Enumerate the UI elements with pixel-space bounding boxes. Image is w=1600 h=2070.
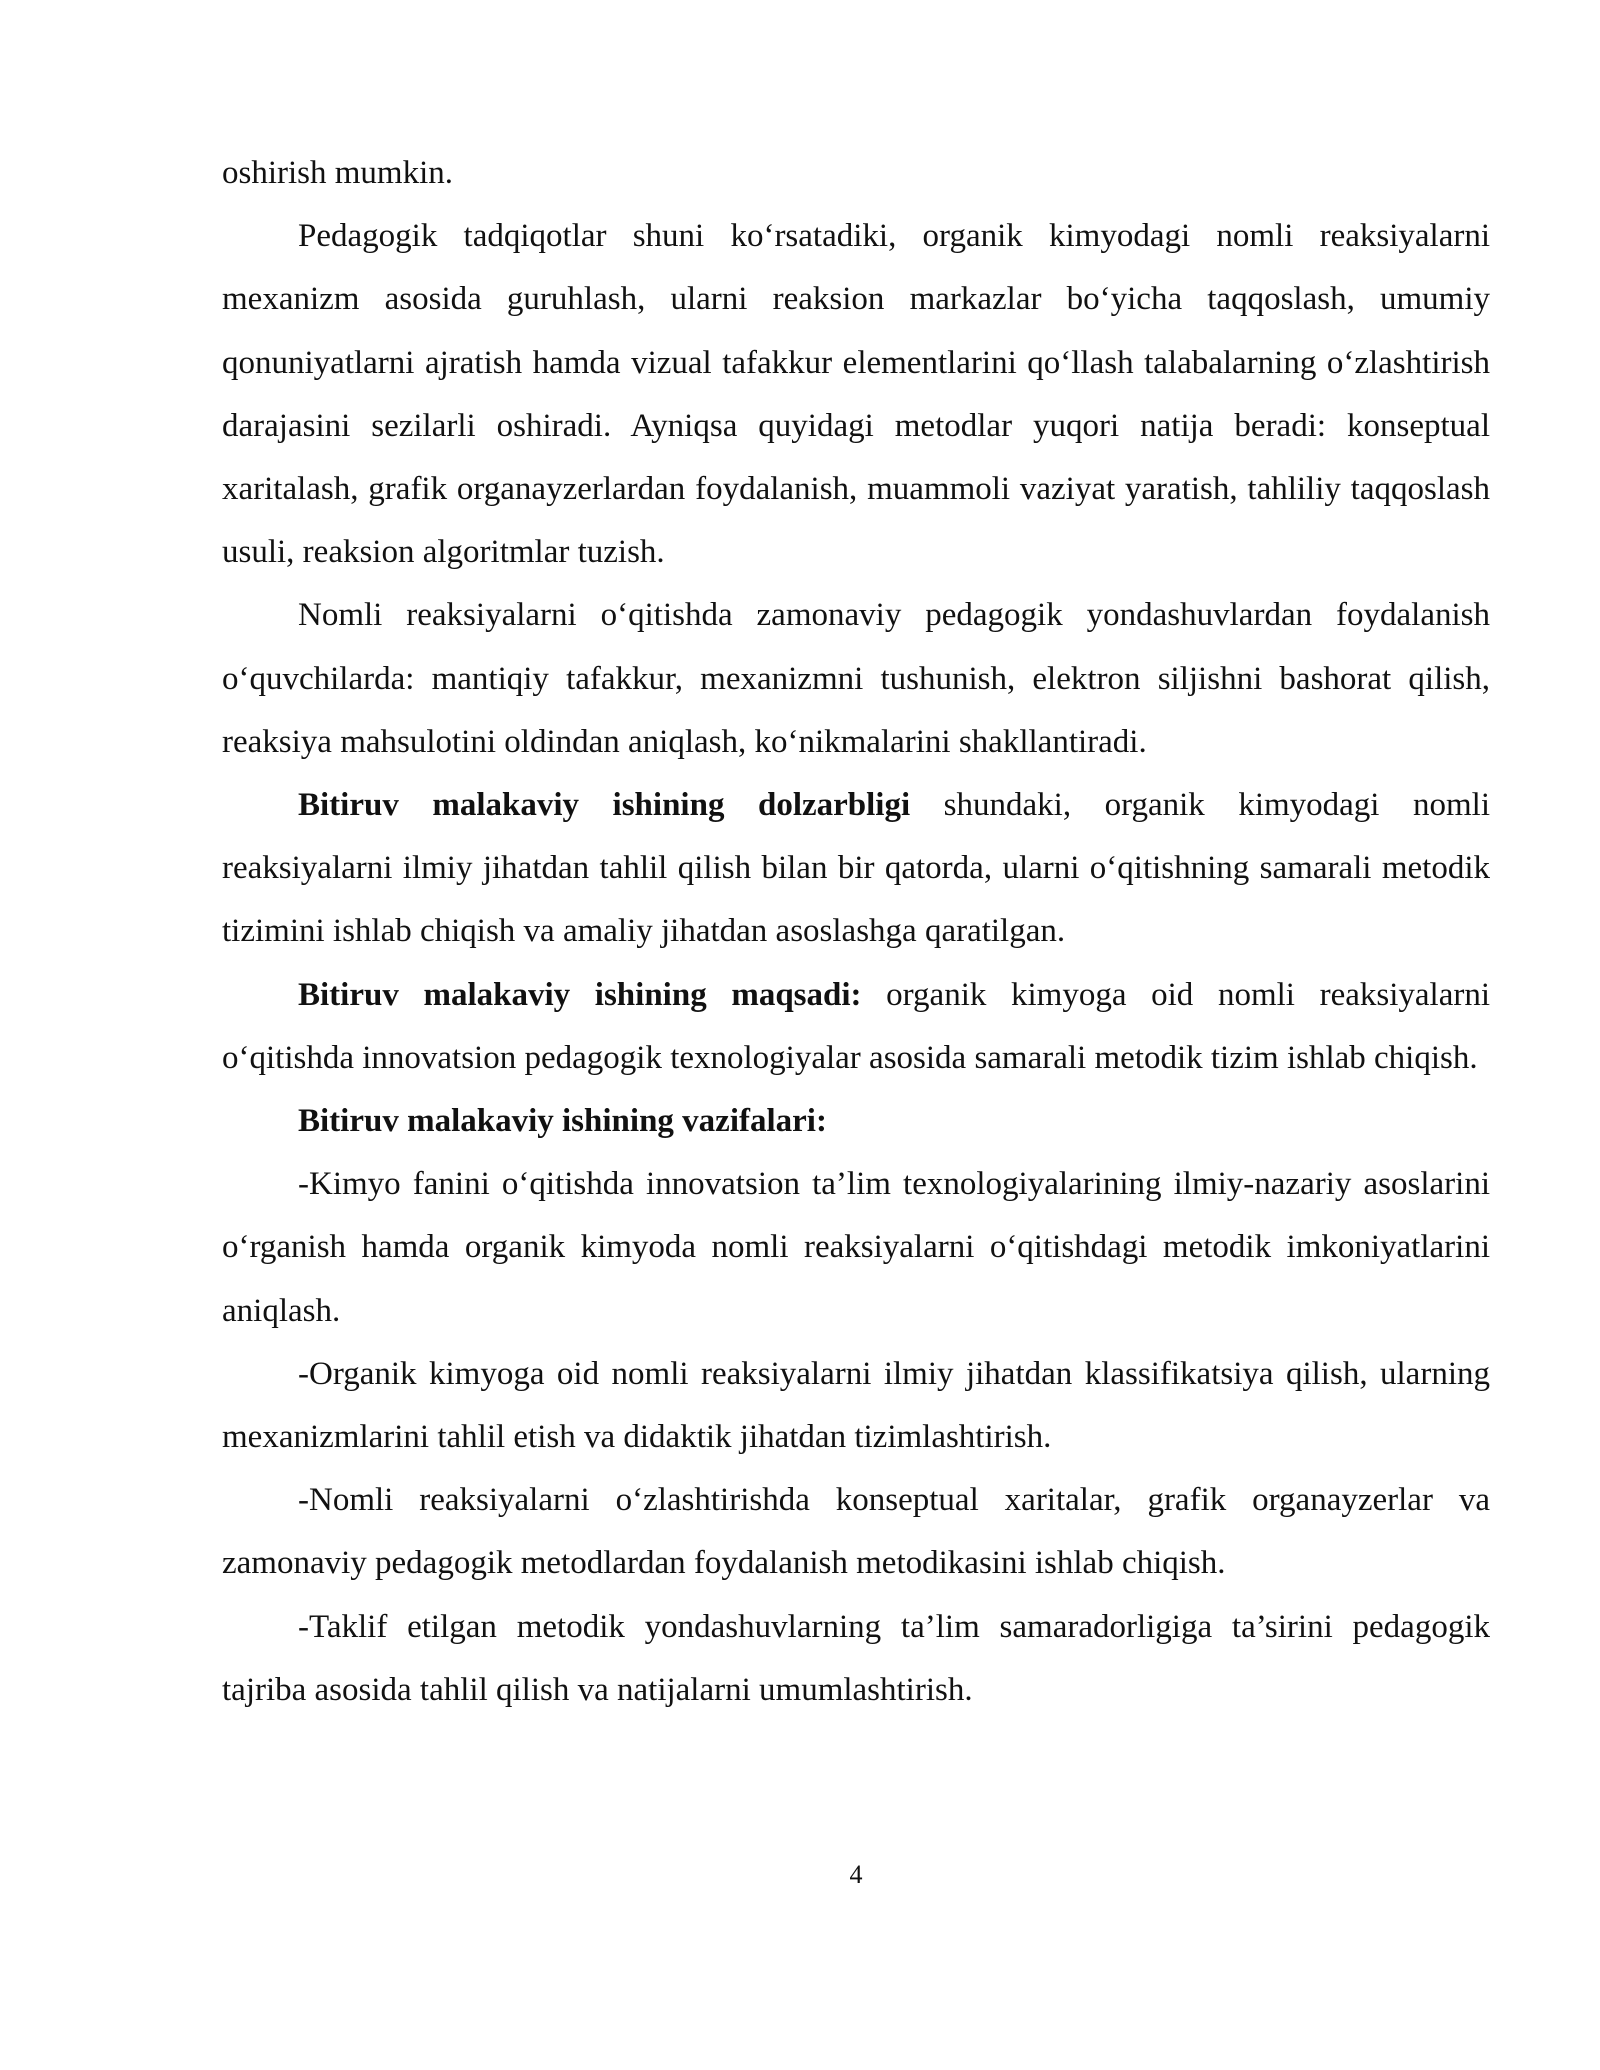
- body-text: [222, 142, 1490, 1722]
- paragraph-text: oshirish mumkin.: [222, 155, 454, 191]
- task-item-3: [222, 1469, 1490, 1595]
- task-item-2: [222, 1343, 1490, 1469]
- paragraph-text: Nomli reaksiyalarni o‘qitishda zamonaviy pedagogik yondashuvlardan foydalanish o‘quvchilarda: mantiqiy tafakkur, mexanizmni tushunish, elektron siljishni bashorat qilish, reaksiya mahsulotini oldindan aniqlash, ko‘nikmalarini shakllantiradi.: [222, 597, 1490, 760]
- paragraph-pedagogical-research: [222, 205, 1490, 584]
- paragraph-text: shundaki, organik kimyodagi nomli reaksiyalarni ilmiy jihatdan tahlil qilish bilan bir qatorda, ularni o‘qitishning samarali metodik tizimini ishlab chiqish va amaliy jihatdan asoslashga qaratilgan.: [222, 787, 1490, 950]
- paragraph-text: Pedagogik tadqiqotlar shuni ko‘rsatadiki, organik kimyodagi nomli reaksiyalarni mexanizm asosida guruhlash, ularni reaksion markazlar bo‘yicha taqqoslash, umumiy qonuniyatlarni ajratish hamda vizual tafakkur elementlarini qo‘llash talabalarning o‘zlashtirish darajasini sezilarli oshiradi. Ayniqsa quyidagi metodlar yuqori natija beradi: konseptual xaritalash, grafik organayzerlardan foydalanish, muammoli vaziyat yaratish, tahliliy taqqoslash usuli, reaksion algoritmlar tuzish.: [222, 218, 1490, 571]
- paragraph-heading-relevance: Bitiruv malakaviy ishining dolzarbligi: [298, 787, 911, 824]
- paragraph-goal: [222, 964, 1490, 1090]
- paragraph-heading-tasks: Bitiruv malakaviy ishining vazifalari:: [298, 1103, 827, 1140]
- paragraph-heading-goal: Bitiruv malakaviy ishining maqsadi:: [298, 976, 862, 1013]
- task-item-1: [222, 1153, 1490, 1343]
- task-text: -Nomli reaksiyalarni o‘zlashtirishda konseptual xaritalar, grafik organayzerlar va zamonaviy pedagogik metodlardan foydalanish metodikasini ishlab chiqish.: [222, 1482, 1490, 1582]
- paragraph-relevance: [222, 774, 1490, 964]
- paragraph-text: organik kimyoga oid nomli reaksiyalarni o‘qitishda innovatsion pedagogik texnologiyalar asosida samarali metodik tizim ishlab chiqish.: [222, 976, 1490, 1076]
- task-text: -Taklif etilgan metodik yondashuvlarning ta’lim samaradorligiga ta’sirini pedagogik tajriba asosida tahlil qilish va natijalarni umumlashtirish.: [222, 1608, 1490, 1708]
- task-item-4: [222, 1596, 1490, 1722]
- task-text: -Kimyo fanini o‘qitishda innovatsion ta’lim texnologiyalarining ilmiy-nazariy asoslarini o‘rganish hamda organik kimyoda nomli reaksiyalarni o‘qitishdagi metodik imkoniyatlarini aniqlash.: [222, 1166, 1490, 1329]
- page-number: 4: [849, 1860, 863, 1889]
- paragraph-tasks-heading: [222, 1090, 1490, 1153]
- task-text: -Organik kimyoga oid nomli reaksiyalarni ilmiy jihatdan klassifikatsiya qilish, ularning mexanizmlarini tahlil etish va didaktik jihatdan tizimlashtirish.: [222, 1355, 1490, 1456]
- paragraph-named-reactions-teaching: [222, 584, 1490, 774]
- paragraph-continuation: [222, 142, 1490, 205]
